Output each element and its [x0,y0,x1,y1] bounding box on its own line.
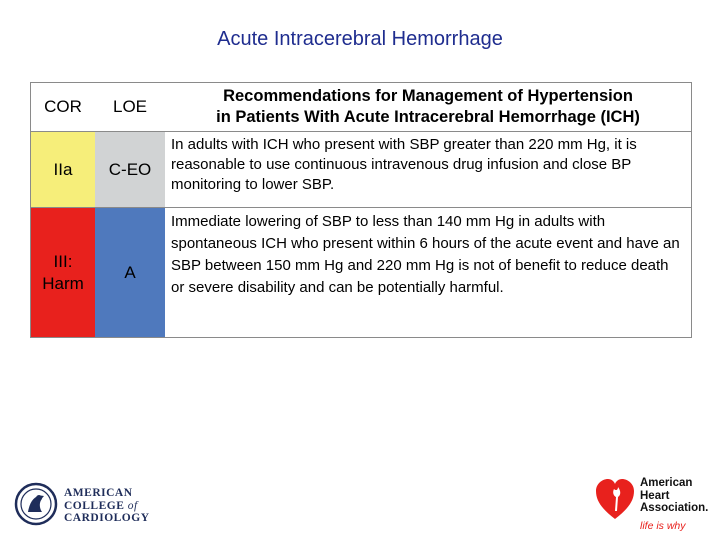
acc-line2b: of [127,499,138,512]
recommendation-cell-row1: In adults with ICH who present with SBP greater than 220 mm Hg, it is reasonable to use continuous intravenous drug infusion and close BP monitoring to lower SBP. [165,131,691,207]
acc-seal-icon [14,482,58,531]
cor-cell-row1: IIa [31,131,95,207]
aha-line2: Heart [640,489,670,502]
acc-line1: AMERICAN [64,487,133,500]
aha-line1: American [640,477,693,489]
cor-cell-row2 [31,207,95,337]
acc-wordmark [64,487,150,525]
loe-cell-row1: C-EO [95,131,165,207]
heart-torch-icon [594,477,636,526]
loe-cell-row2: A [95,207,165,337]
aha-line3: Association. [640,502,709,514]
acc-line2a: COLLEGE [64,499,125,512]
page-title: Acute Intracerebral Hemorrhage [217,28,503,50]
acc-line2 [64,500,150,513]
aha-logo [590,475,715,537]
aha-tagline: life is why [640,520,686,532]
header-recommendations [165,83,691,131]
aha-wordmark [640,477,708,515]
recommendation-cell-row2: Immediate lowering of SBP to less than 140 mm Hg in adults with spontaneous ICH who present within 6 hours of the acute event and have an SBP between 150 mm Hg and 220 mm Hg is not of benefit to reduce death or severe disability and can be potentially harmful. [165,207,691,337]
header-cor: COR [44,97,82,116]
recommendation-table [30,82,692,338]
header-loe: LOE [112,97,148,116]
acc-line3: CARDIOLOGY [64,512,150,525]
header-recommendations-line2: in Patients With Acute Intracerebral Hemorrhage (ICH) [216,108,640,126]
cor-cell-row2-text: III: Harm [42,251,84,293]
header-recommendations-line1: Recommendations for Management of Hypertension [223,87,633,105]
acc-logo [14,482,164,530]
